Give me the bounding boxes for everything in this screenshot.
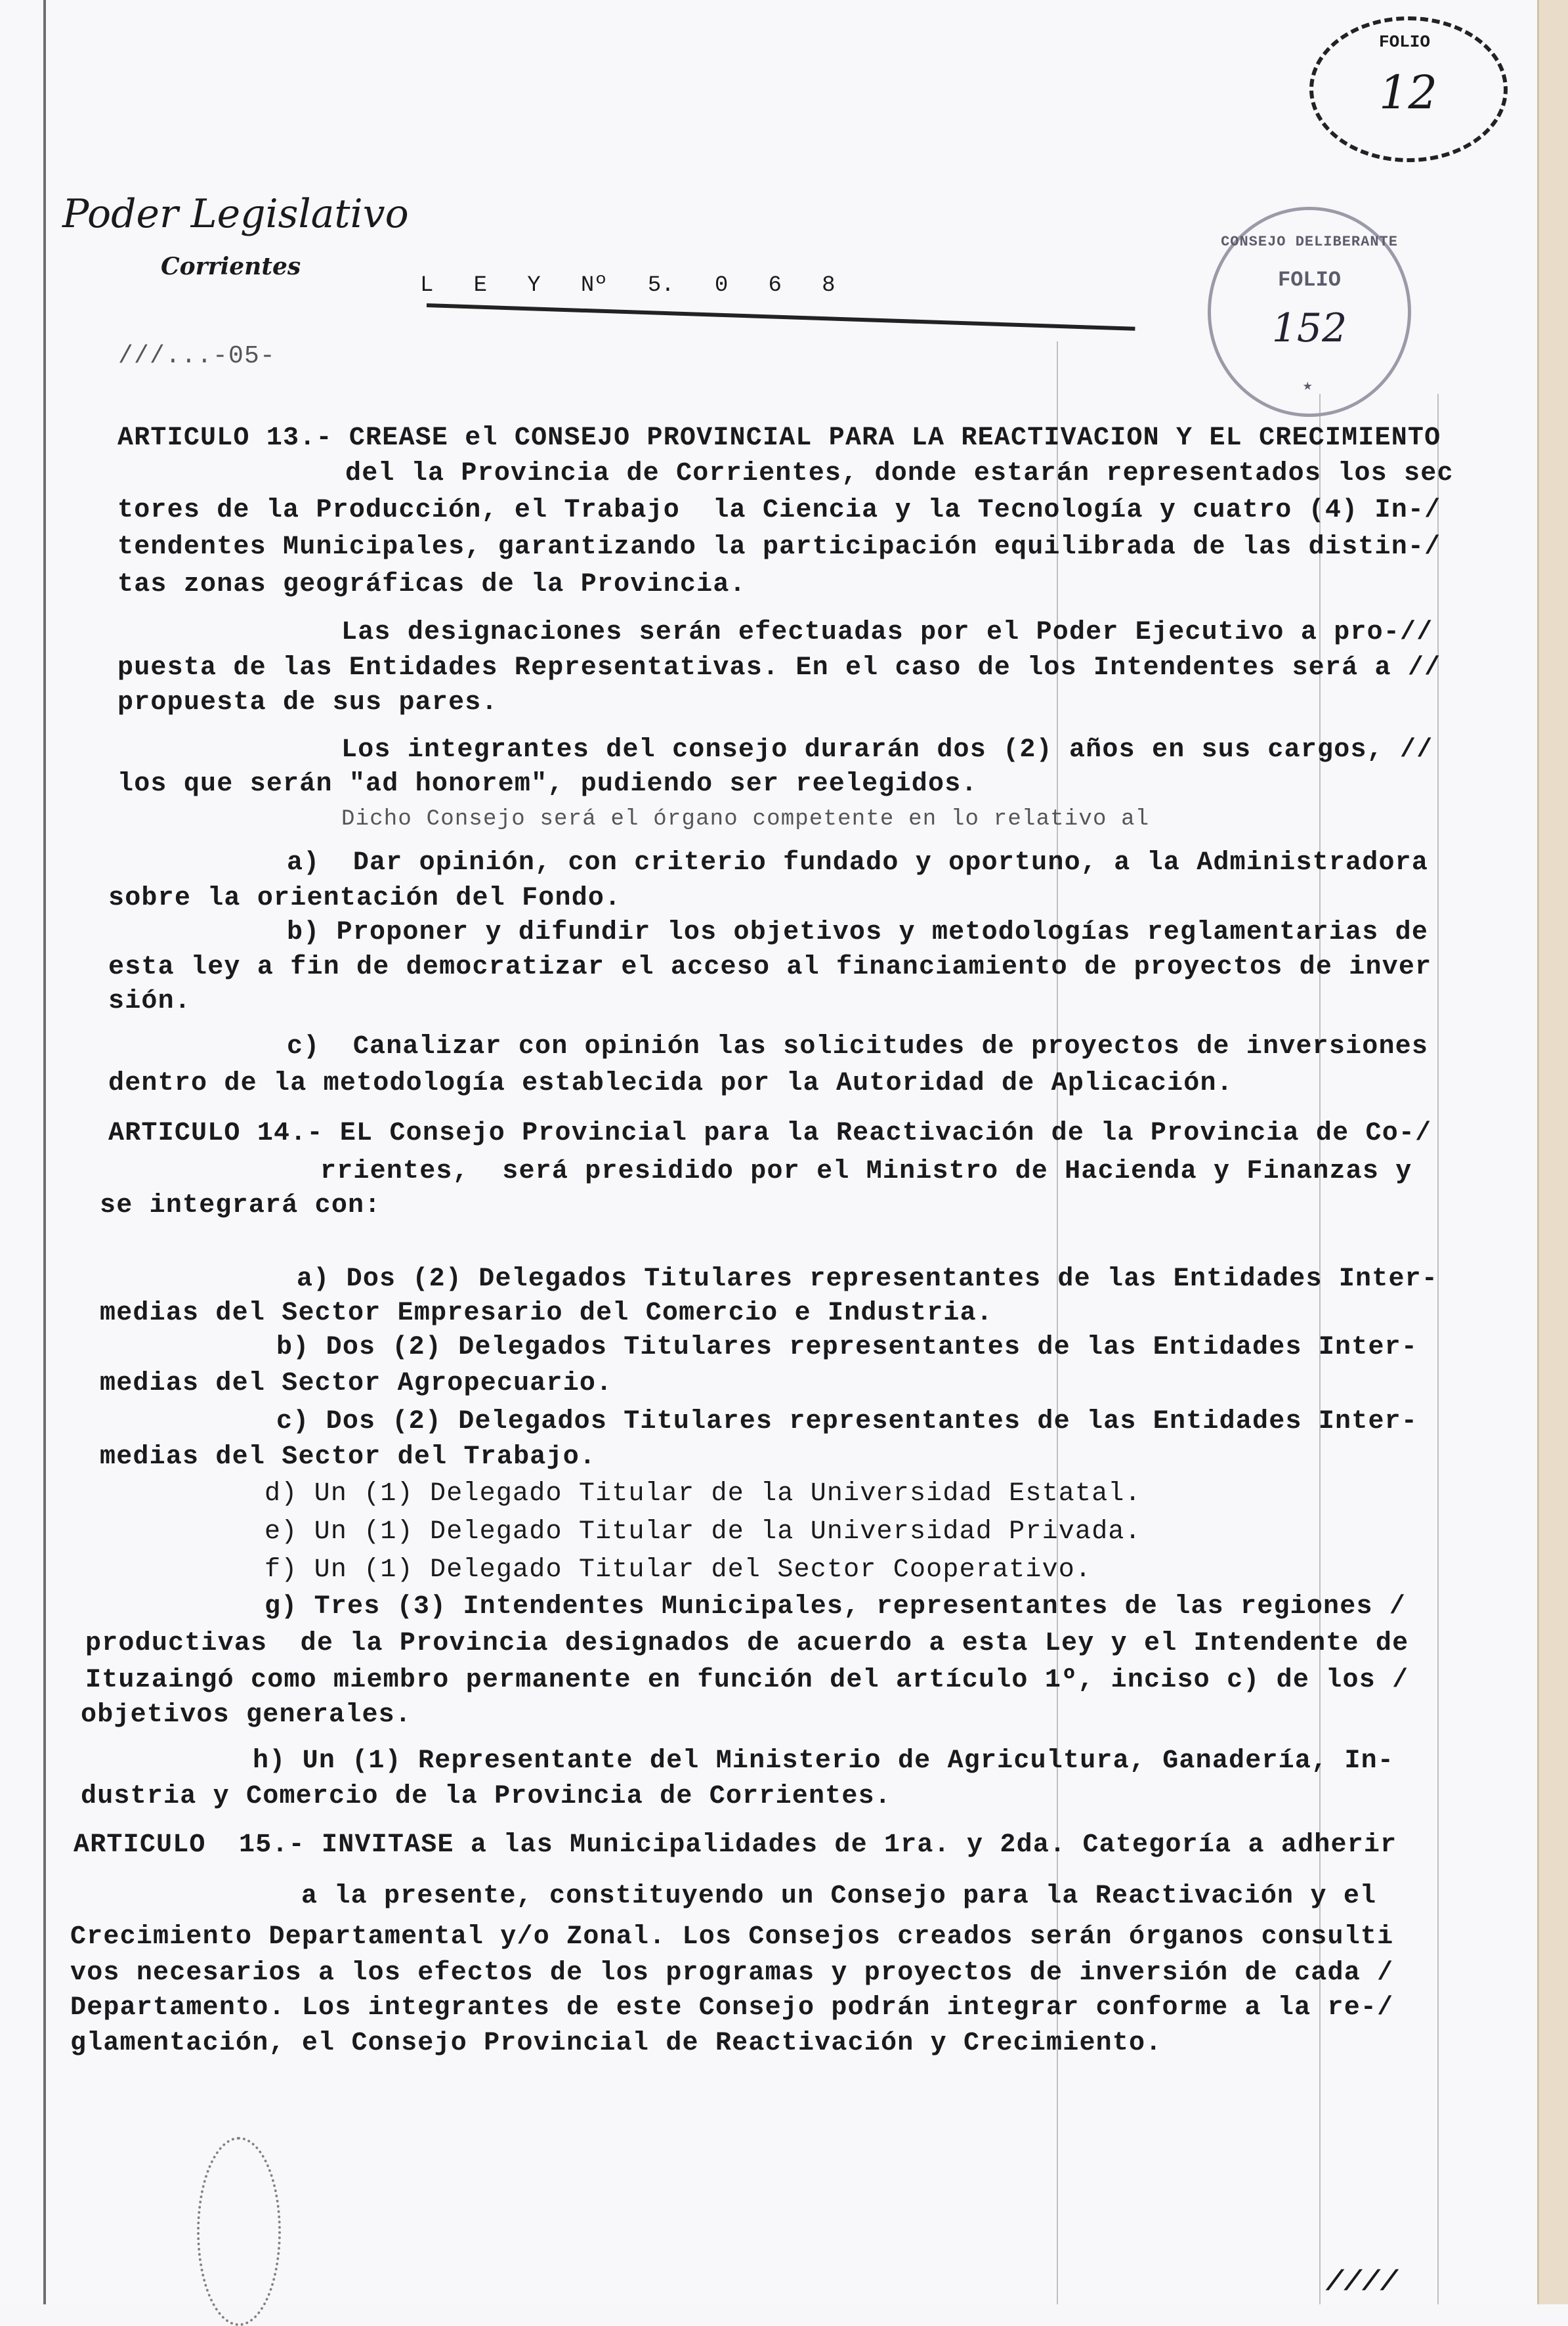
text-line: se integrará con: <box>100 1191 381 1220</box>
text-line: tores de la Producción, el Trabajo la Ciencia y la Tecnología y cuatro (4) In-/ <box>117 496 1441 525</box>
text-line: esta ley a fin de democratizar el acceso al financiamiento de proyectos de inver <box>108 953 1432 982</box>
text-line: medias del Sector Empresario del Comercio e Industria. <box>100 1299 994 1328</box>
text-line: medias del Sector Agropecuario. <box>100 1369 613 1398</box>
institution-name: Poder Legislativo <box>62 191 409 237</box>
article-14-heading: ARTICULO 14.- EL Consejo Provincial para la Reactivación de la Provincia de Co-/ <box>108 1119 1432 1148</box>
item-g: g) Tres (3) Intendentes Municipales, representantes de las regiones / <box>265 1592 1407 1622</box>
page-edge <box>1537 0 1568 2304</box>
council-stamp-ring-text: CONSEJO DELIBERANTE <box>1221 234 1398 250</box>
text-line: tas zonas geográficas de la Provincia. <box>117 570 746 599</box>
text-line: los que serán "ad honorem", pudiendo ser reelegidos. <box>117 769 978 799</box>
text-line: productivas de la Provincia designados de acuerdo a esta Ley y el Intendente de <box>85 1629 1409 1658</box>
text-line: objetivos generales. <box>81 1700 412 1730</box>
province-name: Corrientes <box>161 253 301 280</box>
text-line: sobre la orientación del Fondo. <box>108 884 622 913</box>
left-margin-line <box>43 0 46 2304</box>
council-stamp <box>1208 207 1411 417</box>
star-icon: ★ <box>1303 377 1313 395</box>
faint-seal <box>197 2137 281 2326</box>
text-line: glamentación, el Consejo Provincial de Reactivación y Crecimiento. <box>70 2029 1162 2058</box>
item-d: d) Un (1) Delegado Titular de la Universidad Estatal. <box>265 1479 1141 1509</box>
item-b: b) Proponer y difundir los objetivos y metodologías reglamentarias de <box>287 918 1429 947</box>
page-marker: ///...-05- <box>118 342 276 370</box>
text-line: Los integrantes del consejo durarán dos (2) años en sus cargos, // <box>341 735 1433 765</box>
law-title: L E Y Nº 5. 0 6 8 <box>420 273 836 298</box>
text-line: Ituzaingó como miembro permanente en función del artículo 1º, inciso c) de los / <box>85 1666 1409 1695</box>
text-line: tendentes Municipales, garantizando la participación equilibrada de las distin-/ <box>117 532 1441 562</box>
item-f: f) Un (1) Delegado Titular del Sector Cooperativo. <box>265 1555 1092 1585</box>
text-line: propuesta de sus pares. <box>117 688 498 718</box>
item-e: e) Un (1) Delegado Titular de la Universidad Privada. <box>265 1517 1141 1547</box>
text-line: puesta de las Entidades Representativas. En el caso de los Intendentes será a // <box>117 653 1441 683</box>
continuation-mark: //// <box>1326 2266 1399 2299</box>
text-line: sión. <box>108 987 192 1016</box>
text-line: del la Provincia de Corrientes, donde estarán representados los sec <box>345 459 1454 488</box>
council-folio-number: 152 <box>1271 305 1347 351</box>
text-line: dustria y Comercio de la Provincia de Corrientes. <box>81 1782 891 1811</box>
text-line: Departamento. Los integrantes de este Consejo podrán integrar conforme a la re-/ <box>70 1993 1394 2023</box>
folio-stamp-top <box>1309 16 1508 162</box>
item-a: a) Dar opinión, con criterio fundado y oportuno, a la Administradora <box>287 848 1429 878</box>
item-h: h) Un (1) Representante del Ministerio de Agricultura, Ganadería, In- <box>253 1746 1395 1776</box>
item-c: c) Canalizar con opinión las solicitudes de proyectos de inversiones <box>287 1032 1429 1062</box>
folio-number-handwritten: 12 <box>1379 66 1438 119</box>
article-13-heading: ARTICULO 13.- CREASE el CONSEJO PROVINCIAL PARA LA REACTIVACION Y EL CRECIMIENTO <box>117 423 1441 453</box>
article-15-heading: ARTICULO 15.- INVITASE a las Municipalidades de 1ra. y 2da. Categoría a adherir <box>74 1830 1397 1860</box>
text-line: Crecimiento Departamental y/o Zonal. Los Consejos creados serán órganos consulti <box>70 1922 1394 1952</box>
text-line: Dicho Consejo será el órgano competente en lo relativo al <box>341 807 1150 832</box>
text-line: vos necesarios a los efectos de los programas y proyectos de inversión de cada / <box>70 1958 1394 1988</box>
council-stamp-label: FOLIO <box>1277 268 1341 292</box>
item-a: a) Dos (2) Delegados Titulares representantes de las Entidades Inter- <box>297 1264 1439 1294</box>
text-line: a la presente, constituyendo un Consejo para la Reactivación y el <box>301 1882 1377 1911</box>
text-line: dentro de la metodología establecida por la Autoridad de Aplicación. <box>108 1069 1233 1098</box>
folio-stamp-label: FOLIO <box>1379 32 1431 52</box>
text-line: Las designaciones serán efectuadas por el Poder Ejecutivo a pro-// <box>341 618 1433 647</box>
text-line: rrientes, será presidido por el Ministro de Hacienda y Finanzas y <box>320 1157 1412 1186</box>
item-c: c) Dos (2) Delegados Titulares representantes de las Entidades Inter- <box>276 1407 1418 1436</box>
text-line: medias del Sector del Trabajo. <box>100 1442 597 1472</box>
item-b: b) Dos (2) Delegados Titulares representantes de las Entidades Inter- <box>276 1333 1418 1362</box>
